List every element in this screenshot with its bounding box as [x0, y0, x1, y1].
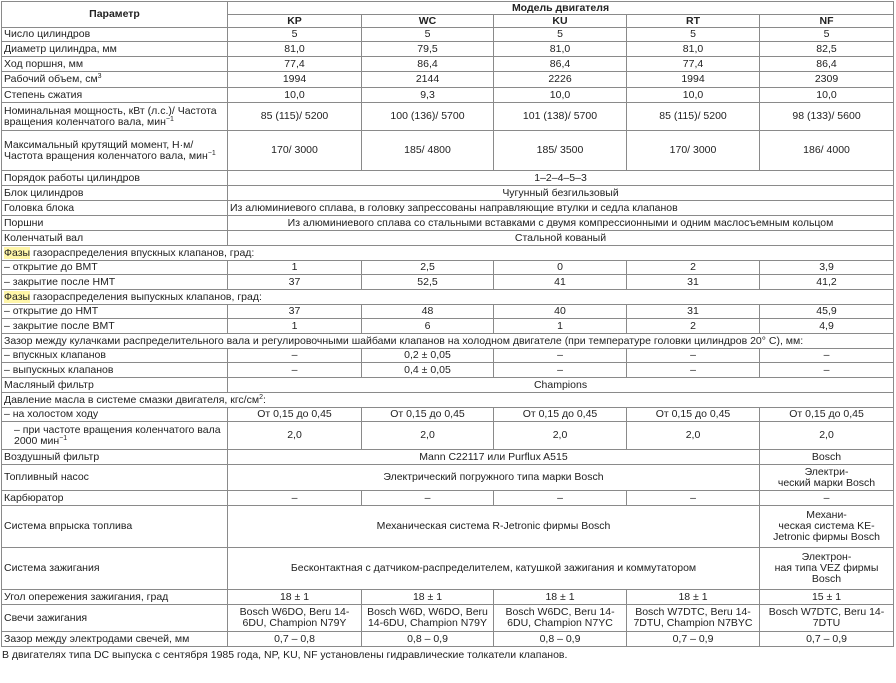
cell: – — [627, 363, 760, 378]
cell: 185/ 4800 — [362, 131, 494, 171]
label-sup: −1 — [59, 434, 68, 442]
cell: – — [494, 363, 627, 378]
row-ignition-advance — [2, 590, 894, 605]
cell: 0,2 ± 0,05 — [362, 349, 494, 363]
cell: 0,8 – 0,9 — [494, 632, 627, 647]
merged-cell: Из алюминиевого сплава со стальными вставками с двумя компрессионными и одним маслосъемным кольцом — [228, 216, 894, 231]
cell: 41 — [494, 275, 627, 290]
cell: 37 — [228, 305, 362, 319]
cell: Bosch W6D, W6DO, Beru 14-6DU, Champion N79Y — [362, 605, 494, 632]
cell: 2,0 — [228, 422, 362, 450]
cell: 9,3 — [362, 88, 494, 103]
row-intake-phases — [2, 246, 894, 261]
row-label: Топливный насос — [2, 465, 228, 491]
cell: 101 (138)/ 5700 — [494, 103, 627, 131]
row-exhaust-open — [2, 305, 894, 319]
cell: 48 — [362, 305, 494, 319]
cell: 2,0 — [362, 422, 494, 450]
cell: 170/ 3000 — [228, 131, 362, 171]
row-label: Система зажигания — [2, 548, 228, 590]
header-row — [2, 2, 894, 15]
cell: – — [627, 349, 760, 363]
cell: 10,0 — [494, 88, 627, 103]
footnote: В двигателях типа DC выпуска с сентября 1985 года, NP, KU, NF установлены гидравлические толкатели клапанов. — [2, 649, 568, 661]
label-text: – при частоте вращения коленчатого вала 2000 мин — [14, 423, 221, 447]
cell: 85 (115)/ 5200 — [228, 103, 362, 131]
cell: Bosch W7DTC, Beru 14-7DTU, Champion N7BYC — [627, 605, 760, 632]
cell: 10,0 — [760, 88, 894, 103]
row-label: Масляный фильтр — [2, 378, 228, 393]
label-sup: 2 — [259, 393, 263, 401]
row-label: – на холостом ходу — [2, 408, 228, 422]
row-oil-filter — [2, 378, 894, 393]
cell: 1 — [228, 261, 362, 275]
row-label: Карбюратор — [2, 491, 228, 506]
cell: 37 — [228, 275, 362, 290]
row-exhaust-phases — [2, 290, 894, 305]
row-label — [2, 103, 228, 131]
section-text: Давление масла в системе смазки двигателя, кгс/см — [4, 393, 260, 406]
row-label: Ход поршня, мм — [2, 57, 228, 72]
row-compression — [2, 88, 894, 103]
row-plug-gap — [2, 632, 894, 647]
cell: 81,0 — [494, 42, 627, 57]
section-text: газораспределения впускных клапанов, град: — [30, 246, 255, 259]
cell: 18 ± 1 — [362, 590, 494, 605]
cell: 2,0 — [627, 422, 760, 450]
model-kp: KP — [228, 15, 362, 28]
cell: 186/ 4000 — [760, 131, 894, 171]
model-wc: WC — [362, 15, 494, 28]
nf-cell: Электрон- ная типа VEZ фирмы Bosch — [760, 548, 894, 590]
merged-cell: Чугунный безгильзовый — [228, 186, 894, 201]
cell: 86,4 — [494, 57, 627, 72]
cell: 2,5 — [362, 261, 494, 275]
row-fuel-pump — [2, 465, 894, 491]
section-label — [2, 246, 894, 261]
cell: 5 — [627, 28, 760, 42]
row-label: – закрытие после ВМТ — [2, 319, 228, 334]
cell: Bosch W7DTC, Beru 14-7DTU — [760, 605, 894, 632]
cell: 81,0 — [627, 42, 760, 57]
cell: 81,0 — [228, 42, 362, 57]
cell: 1 — [228, 319, 362, 334]
cell: 52,5 — [362, 275, 494, 290]
cell: 5 — [362, 28, 494, 42]
cell: – — [494, 491, 627, 506]
row-label: – выпускных клапанов — [2, 363, 228, 378]
label-sup: 3 — [97, 73, 102, 80]
label-sup: −1 — [165, 115, 174, 123]
row-head — [2, 201, 894, 216]
cell: 82,5 — [760, 42, 894, 57]
row-label: Воздушный фильтр — [2, 450, 228, 465]
row-label: Свечи зажигания — [2, 605, 228, 632]
cell: – — [760, 363, 894, 378]
cell: 5 — [760, 28, 894, 42]
cell: 15 ± 1 — [760, 590, 894, 605]
cell: 0 — [494, 261, 627, 275]
cell: – — [760, 349, 894, 363]
section-label — [2, 290, 894, 305]
cell: 2,0 — [760, 422, 894, 450]
cell: 0,7 – 0,8 — [228, 632, 362, 647]
row-displacement — [2, 72, 894, 88]
cell: 86,4 — [362, 57, 494, 72]
label-text: Максимальный крутящий момент, Н·м/ Частота вращения коленчатого вала, мин — [4, 138, 208, 162]
cell: – — [228, 363, 362, 378]
cell: 77,4 — [228, 57, 362, 72]
model-rt: RT — [627, 15, 760, 28]
cell: 10,0 — [627, 88, 760, 103]
row-label: Угол опережения зажигания, град — [2, 590, 228, 605]
row-clearance-intake — [2, 349, 894, 363]
row-label: – впускных клапанов — [2, 349, 228, 363]
nf-cell: Механи- ческая система KE- Jetronic фирмы Bosch — [760, 506, 894, 548]
cell: 2309 — [760, 72, 894, 88]
model-nf: NF — [760, 15, 894, 28]
cell: 18 ± 1 — [627, 590, 760, 605]
merged-cell: Из алюминиевого сплава, в головку запрессованы направляющие втулки и седла клапанов — [228, 201, 894, 216]
cell: 86,4 — [760, 57, 894, 72]
row-valve-clearance — [2, 334, 894, 349]
merged-cell: Mann C22117 или Purflux A515 — [228, 450, 760, 465]
cell: – — [228, 491, 362, 506]
cell: 2 — [627, 319, 760, 334]
row-label: – закрытие после НМТ — [2, 275, 228, 290]
cell: 0,4 ± 0,05 — [362, 363, 494, 378]
cell: 3,9 — [760, 261, 894, 275]
row-exhaust-close — [2, 319, 894, 334]
cell: – — [760, 491, 894, 506]
nf-cell: Электри- ческий марки Bosch — [760, 465, 894, 491]
cell: 77,4 — [627, 57, 760, 72]
merged-cell: Стальной кованый — [228, 231, 894, 246]
row-pistons — [2, 216, 894, 231]
row-label: Система впрыска топлива — [2, 506, 228, 548]
row-label: Число цилиндров — [2, 28, 228, 42]
merged-cell: Механическая система R-Jetronic фирмы Bosch — [228, 506, 760, 548]
row-label — [2, 131, 228, 171]
section-label — [2, 393, 894, 408]
row-label: Головка блока — [2, 201, 228, 216]
cell: 2226 — [494, 72, 627, 88]
cell: 45,9 — [760, 305, 894, 319]
row-label: – открытие до НМТ — [2, 305, 228, 319]
cell: 98 (133)/ 5600 — [760, 103, 894, 131]
row-intake-open — [2, 261, 894, 275]
row-cylinders — [2, 28, 894, 42]
engine-spec-table — [1, 1, 894, 647]
cell: 79,5 — [362, 42, 494, 57]
cell: 185/ 3500 — [494, 131, 627, 171]
cell: От 0,15 до 0,45 — [228, 408, 362, 422]
section-text: газораспределения выпускных клапанов, град: — [30, 290, 262, 303]
row-clearance-exhaust — [2, 363, 894, 378]
cell: 0,7 – 0,9 — [627, 632, 760, 647]
model-ku: KU — [494, 15, 627, 28]
row-stroke — [2, 57, 894, 72]
label-text: Номинальная мощность, кВт (л.с.)/ Частота вращения коленчатого вала, мин — [4, 104, 217, 128]
row-block — [2, 186, 894, 201]
merged-cell: Бесконтактная с датчиком-распределителем, катушкой зажигания и коммутатором — [228, 548, 760, 590]
merged-cell: Champions — [228, 378, 894, 393]
row-torque — [2, 131, 894, 171]
row-label: Коленчатый вал — [2, 231, 228, 246]
cell: 2 — [627, 261, 760, 275]
cell: 10,0 — [228, 88, 362, 103]
cell: От 0,15 до 0,45 — [362, 408, 494, 422]
row-label: Блок цилиндров — [2, 186, 228, 201]
row-carburetor — [2, 491, 894, 506]
cell: 0,8 – 0,9 — [362, 632, 494, 647]
row-label — [2, 72, 228, 88]
section-label: Зазор между кулачками распределительного вала и регулировочными шайбами клапанов на холодном двигателе (при температуре головки цилиндров 20° С), мм: — [2, 334, 894, 349]
cell: 0,7 – 0,9 — [760, 632, 894, 647]
row-label — [2, 422, 228, 450]
row-oil-idle — [2, 408, 894, 422]
row-label: Зазор между электродами свечей, мм — [2, 632, 228, 647]
cell: – — [228, 349, 362, 363]
cell: 18 ± 1 — [228, 590, 362, 605]
row-power — [2, 103, 894, 131]
cell: – — [627, 491, 760, 506]
cell: 85 (115)/ 5200 — [627, 103, 760, 131]
cell: 1994 — [228, 72, 362, 88]
row-injection — [2, 506, 894, 548]
cell: – — [362, 491, 494, 506]
row-oil-2000 — [2, 422, 894, 450]
row-firing-order — [2, 171, 894, 186]
cell: 4,9 — [760, 319, 894, 334]
cell: 18 ± 1 — [494, 590, 627, 605]
label-text: Рабочий объем, см — [4, 73, 98, 85]
cell: Bosch W6DC, Beru 14-6DU, Champion N7YC — [494, 605, 627, 632]
label-sup: −1 — [207, 149, 216, 157]
model-header: Модель двигателя — [228, 2, 894, 15]
highlight: Фазы — [4, 246, 31, 259]
cell: 1994 — [627, 72, 760, 88]
cell: 1 — [494, 319, 627, 334]
cell: 2144 — [362, 72, 494, 88]
cell: 31 — [627, 305, 760, 319]
nf-cell: Bosch — [760, 450, 894, 465]
row-label: Поршни — [2, 216, 228, 231]
param-header: Параметр — [2, 2, 228, 28]
cell: 40 — [494, 305, 627, 319]
section-tail: : — [262, 393, 266, 406]
cell: 2,0 — [494, 422, 627, 450]
cell: 6 — [362, 319, 494, 334]
cell: От 0,15 до 0,45 — [760, 408, 894, 422]
cell: 5 — [494, 28, 627, 42]
cell: – — [494, 349, 627, 363]
row-label: Степень сжатия — [2, 88, 228, 103]
cell: 100 (136)/ 5700 — [362, 103, 494, 131]
row-bore — [2, 42, 894, 57]
cell: Bosch W6DO, Beru 14-6DU, Champion N79Y — [228, 605, 362, 632]
row-intake-close — [2, 275, 894, 290]
row-crankshaft — [2, 231, 894, 246]
cell: От 0,15 до 0,45 — [494, 408, 627, 422]
row-spark-plugs — [2, 605, 894, 632]
merged-cell: Электрический погружного типа марки Bosch — [228, 465, 760, 491]
cell: 170/ 3000 — [627, 131, 760, 171]
cell: От 0,15 до 0,45 — [627, 408, 760, 422]
highlight: Фазы — [4, 290, 31, 303]
row-oil-pressure — [2, 393, 894, 408]
cell: 31 — [627, 275, 760, 290]
row-label: – открытие до ВМТ — [2, 261, 228, 275]
row-ignition — [2, 548, 894, 590]
cell: 5 — [228, 28, 362, 42]
merged-cell: 1–2–4–5–3 — [228, 171, 894, 186]
row-air-filter — [2, 450, 894, 465]
row-label: Порядок работы цилиндров — [2, 171, 228, 186]
row-label: Диаметр цилиндра, мм — [2, 42, 228, 57]
cell: 41,2 — [760, 275, 894, 290]
